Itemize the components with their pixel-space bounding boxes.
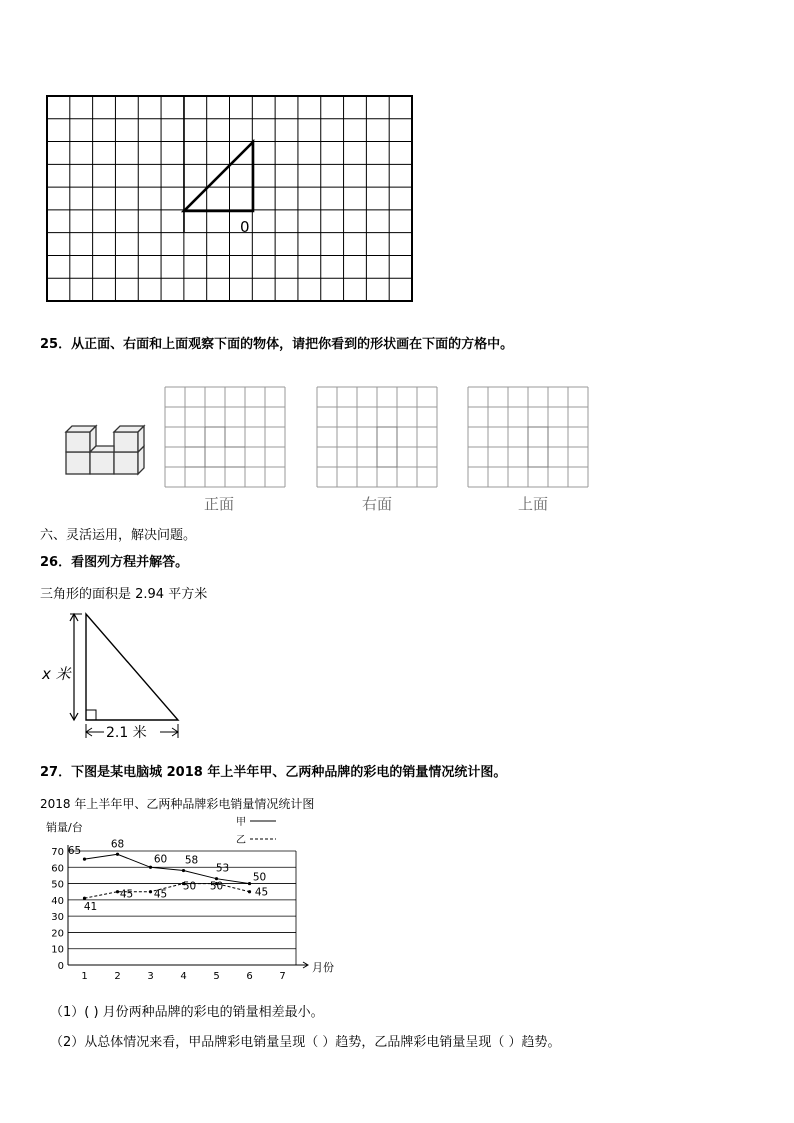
data-label: 50 (209, 880, 224, 893)
sales-line-chart (30, 812, 350, 982)
y-tick-label: 40 (51, 895, 64, 907)
data-point (116, 890, 119, 893)
data-label: 41 (83, 901, 98, 914)
base-label: 2.1 米 (106, 725, 147, 741)
grid-lines (47, 96, 412, 301)
x-tick-label: 7 (279, 971, 286, 982)
chart-legend (236, 816, 276, 846)
data-point (83, 897, 86, 900)
height-label: x 米 (42, 665, 71, 683)
y-tick-label: 70 (51, 847, 64, 858)
data-label: 58 (184, 854, 199, 867)
data-point (83, 858, 86, 861)
question-26-text: 26．看图列方程并解答。 (40, 555, 189, 570)
data-label: 50 (252, 871, 267, 884)
data-point (248, 882, 251, 885)
data-label: 45 (119, 888, 134, 901)
data-label: 60 (153, 853, 168, 866)
data-label: 53 (215, 862, 230, 875)
chart-title: 2018 年上半年甲、乙两种品牌彩电销量情况统计图 (40, 797, 315, 811)
data-point (116, 853, 119, 856)
data-label: 45 (254, 886, 269, 899)
y-tick-label: 50 (51, 879, 64, 891)
data-label: 50 (182, 880, 197, 893)
data-label: 68 (110, 838, 125, 851)
x-tick-label: 1 (81, 971, 88, 982)
view-label-right: 右面 (362, 495, 393, 513)
question-27-sub2: （2）从总体情况来看，甲品牌彩电销量呈现（ ）趋势，乙品牌彩电销量呈现（ ）趋势。 (50, 1035, 561, 1050)
view-grid-right (316, 386, 440, 490)
y-tick-label: 20 (51, 928, 64, 940)
y-tick-label: 0 (57, 961, 64, 972)
coordinate-grid-figure (40, 90, 420, 310)
origin-label: 0 (240, 218, 250, 236)
data-point (149, 890, 152, 893)
right-triangle-figure (40, 608, 190, 743)
x-axis-label: 月份 (312, 961, 334, 974)
triangle-area-text: 三角形的面积是 2.94 平方米 (40, 587, 208, 602)
x-tick-label: 4 (180, 971, 187, 982)
legend-label: 乙 (236, 835, 246, 846)
y-axis-label: 销量/台 (46, 821, 83, 834)
data-point (182, 869, 185, 872)
data-point (248, 890, 251, 893)
x-tick-label: 2 (114, 971, 121, 982)
data-label: 65 (67, 845, 82, 858)
view-grid-front (164, 386, 288, 490)
question-25-text: 25．从正面、右面和上面观察下面的物体，请把你看到的形状画在下面的方格中。 (40, 337, 514, 352)
y-tick-label: 10 (51, 944, 64, 956)
data-point (149, 866, 152, 869)
x-tick-label: 6 (246, 971, 253, 982)
view-label-top: 上面 (518, 495, 549, 513)
y-tick-label: 30 (51, 912, 64, 924)
triangle-shape (184, 142, 253, 211)
legend-label: 甲 (236, 817, 246, 828)
y-tick-label: 60 (51, 863, 64, 875)
question-27-text: 27．下图是某电脑城 2018 年上半年甲、乙两种品牌的彩电的销量情况统计图。 (40, 765, 507, 780)
data-label: 45 (153, 888, 168, 901)
cube-stack-figure (60, 420, 150, 490)
question-27-sub1: （1）( ) 月份两种品牌的彩电的销量相差最小。 (50, 1005, 324, 1020)
view-label-front: 正面 (204, 495, 235, 513)
view-grid-top (467, 386, 591, 490)
section-6-heading: 六、灵活运用，解决问题。 (40, 528, 197, 543)
x-tick-label: 3 (147, 971, 154, 982)
x-tick-label: 5 (213, 971, 220, 982)
